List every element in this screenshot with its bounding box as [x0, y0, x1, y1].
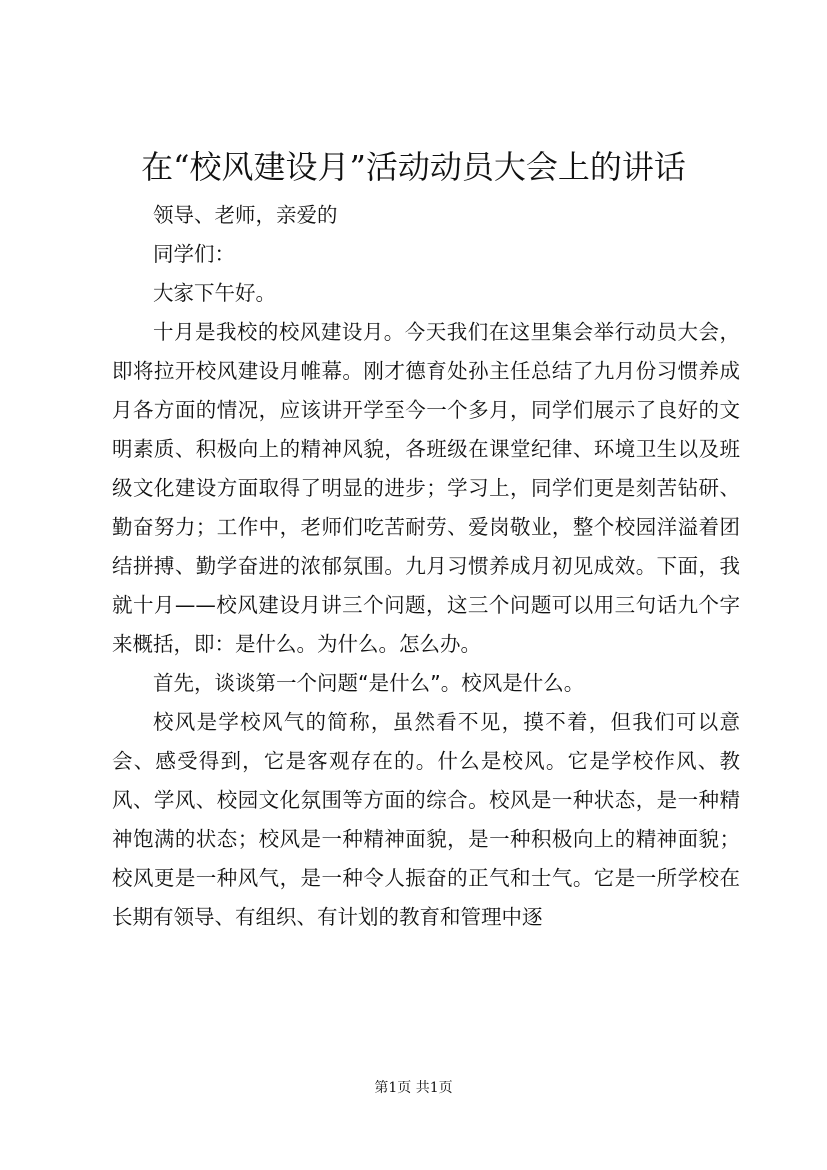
paragraph-school-spirit: 校风是学校风气的简称，虽然看不见，摸不着，但我们可以意会、感受得到，它是客观存在的。什么是校风。它是学校作风、教风、学风、校园文化氛围等方面的综合。校风是一种状态，是一种精神饱满的状态；校风是一种精神面貌，是一种积极向上的精神面貌；校风更是一种风气，是一种令人振奋的正气和士气。它是一所学校在长期有领导、有组织、有计划的教育和管理中逐 [112, 710, 740, 929]
paragraph-salutation-1: 领导、老师，亲爱的 [153, 203, 338, 227]
document-body [112, 196, 740, 937]
paragraph-greeting: 大家下午好。 [153, 281, 276, 305]
paragraph-intro: 十月是我校的校风建设月。今天我们在这里集会举行动员大会，即将拉开校风建设月帷幕。刚才德育处孙主任总结了九月份习惯养成月各方面的情况，应该讲开学至今一个多月，同学们展示了良好的文明素质、积极向上的精神风貌，各班级在课堂纪律、环境卫生以及班级文化建设方面取得了明显的进步；学习上，同学们更是刻苦钻研、勤奋努力；工作中，老师们吃苦耐劳、爱岗敬业，整个校园洋溢着团结拼搏、勤学奋进的浓郁氛围。九月习惯养成月初见成效。下面，我就十月——校风建设月讲三个问题，这三个问题可以用三句话九个字来概括，即：是什么。为什么。怎么办。 [112, 320, 740, 656]
paragraph-first-question: 首先，谈谈第一个问题“是什么”。校风是什么。 [153, 671, 585, 695]
document-title: 在“校风建设月”活动动员大会上的讲话 [141, 148, 686, 186]
page-footer: 第1页 共1页 [374, 1080, 453, 1096]
paragraph-salutation-2: 同学们： [153, 242, 235, 266]
